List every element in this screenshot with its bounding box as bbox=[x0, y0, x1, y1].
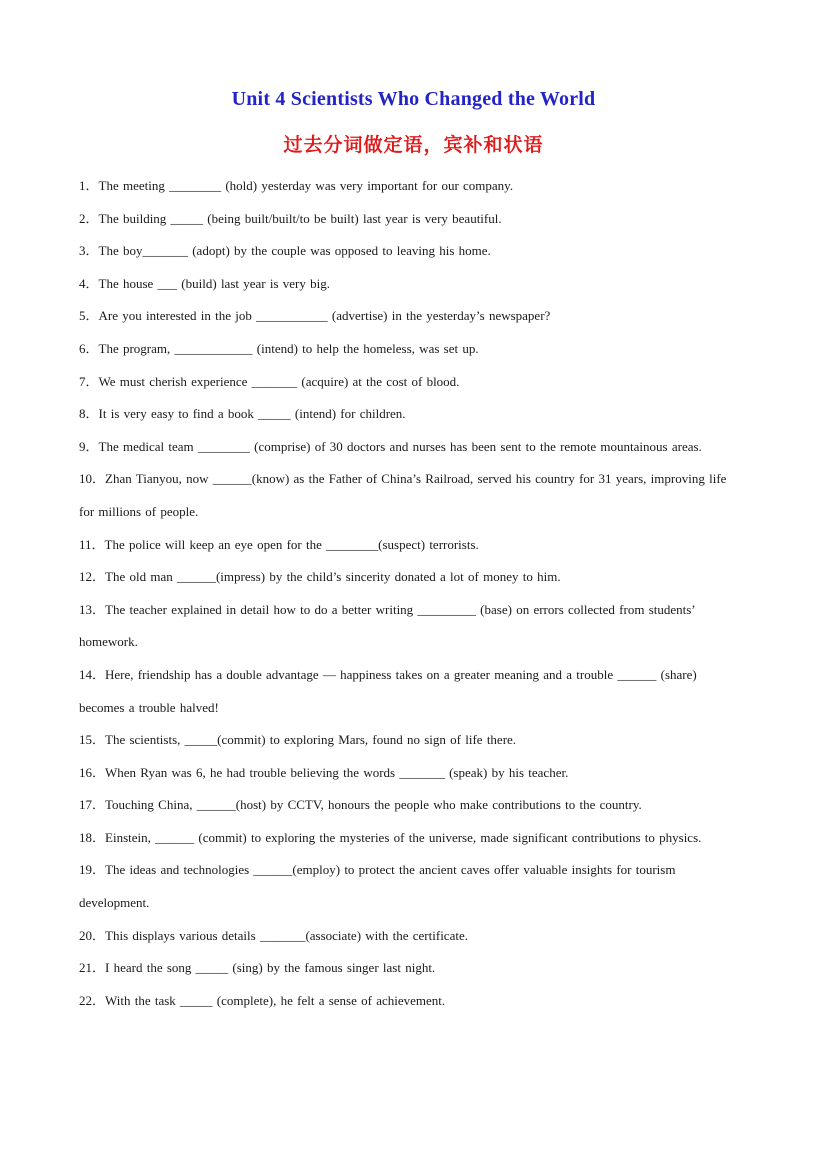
question-text: The teacher explained in detail how to do a better writing _________ (base) on errors collected from students’ homework. bbox=[79, 601, 695, 650]
question-number: 1． bbox=[79, 178, 99, 193]
question-number: 11． bbox=[79, 536, 105, 552]
question-text: The building _____ (being built/built/to be built) last year is very beautiful. bbox=[98, 210, 502, 226]
question-text: The old man ______(impress) by the child’s sincerity donated a lot of money to him. bbox=[105, 569, 561, 585]
question-number: 5． bbox=[79, 308, 99, 324]
question-number: 10． bbox=[79, 471, 106, 487]
question-item bbox=[79, 333, 743, 366]
question-item bbox=[79, 952, 743, 985]
question-number: 16． bbox=[79, 764, 106, 780]
question-item bbox=[79, 789, 743, 822]
question-text: This displays various details _______(associate) with the certificate. bbox=[105, 927, 468, 943]
question-number: 8． bbox=[79, 406, 99, 422]
question-text: Touching China, ______(host) by CCTV, honours the people who make contributions to the country. bbox=[105, 797, 642, 813]
question-item bbox=[79, 268, 743, 301]
question-text: The police will keep an eye open for the ________(suspect) terrorists. bbox=[104, 536, 479, 552]
question-item bbox=[79, 659, 743, 724]
question-text: The house ___ (build) last year is very big. bbox=[98, 275, 330, 291]
question-item bbox=[79, 398, 743, 431]
question-number: 18． bbox=[79, 829, 106, 845]
question-text: The ideas and technologies ______(employ) to protect the ancient caves offer valuable insights for tourism development. bbox=[79, 862, 676, 911]
question-item bbox=[79, 366, 743, 399]
question-text: With the task _____ (complete), he felt a sense of achievement. bbox=[105, 992, 446, 1008]
question-number: 7． bbox=[79, 373, 99, 389]
question-item bbox=[79, 463, 743, 528]
question-number: 21． bbox=[79, 960, 106, 976]
question-item bbox=[79, 431, 743, 464]
question-item bbox=[79, 724, 743, 757]
question-item bbox=[79, 757, 743, 790]
page-subtitle: 过去分词做定语，宾补和状语 bbox=[283, 134, 544, 156]
question-number: 22． bbox=[79, 992, 106, 1008]
question-number: 4． bbox=[79, 275, 99, 291]
question-text: The meeting ________ (hold) yesterday was very important for our company. bbox=[98, 178, 514, 193]
question-item bbox=[79, 203, 743, 236]
question-list bbox=[79, 170, 743, 1017]
question-text: The scientists, _____(commit) to exploring Mars, found no sign of life there. bbox=[105, 732, 517, 748]
question-number: 3． bbox=[79, 243, 99, 259]
question-text: The boy_______ (adopt) by the couple was opposed to leaving his home. bbox=[98, 243, 491, 259]
question-number: 13． bbox=[79, 601, 106, 617]
question-text: When Ryan was 6, he had trouble believing the words _______ (speak) by his teacher. bbox=[105, 764, 569, 780]
question-number: 14． bbox=[79, 666, 106, 682]
question-item bbox=[79, 235, 743, 268]
question-text: We must cherish experience _______ (acquire) at the cost of blood. bbox=[98, 373, 460, 389]
question-number: 6． bbox=[79, 340, 99, 356]
question-number: 2． bbox=[79, 210, 99, 226]
question-text: Zhan Tianyou, now ______(know) as the Father of China’s Railroad, served his country for 31 years, improving life for millions of people. bbox=[79, 471, 727, 519]
question-text: Are you interested in the job ___________ (advertise) in the yesterday’s newspaper? bbox=[98, 308, 551, 324]
question-number: 9． bbox=[79, 438, 99, 454]
question-text: Einstein, ______ (commit) to exploring the mysteries of the universe, made significant contributions to physics. bbox=[105, 829, 702, 845]
question-item bbox=[79, 594, 743, 659]
question-text: I heard the song _____ (sing) by the famous singer last night. bbox=[105, 960, 436, 976]
question-number: 12． bbox=[79, 569, 106, 585]
question-text: The medical team ________ (comprise) of 30 doctors and nurses has been sent to the remote mountainous areas. bbox=[98, 438, 702, 454]
question-text: Here, friendship has a double advantage — happiness takes on a greater meaning and a trouble ______ (share) becomes a trouble halved! bbox=[79, 666, 697, 715]
question-item bbox=[79, 561, 743, 594]
question-item bbox=[79, 985, 743, 1018]
question-number: 15． bbox=[79, 732, 106, 748]
question-item bbox=[79, 529, 743, 562]
question-text: It is very easy to find a book _____ (intend) for children. bbox=[98, 406, 406, 422]
question-item bbox=[79, 300, 743, 333]
question-item bbox=[79, 170, 743, 203]
page-title: Unit 4 Scientists Who Changed the World bbox=[231, 88, 596, 110]
question-text: The program, ____________ (intend) to help the homeless, was set up. bbox=[98, 340, 479, 356]
question-number: 20． bbox=[79, 927, 106, 943]
question-item bbox=[79, 822, 743, 855]
question-item bbox=[79, 854, 743, 919]
question-item bbox=[79, 920, 743, 953]
question-number: 17． bbox=[79, 797, 106, 813]
question-number: 19． bbox=[79, 862, 106, 878]
